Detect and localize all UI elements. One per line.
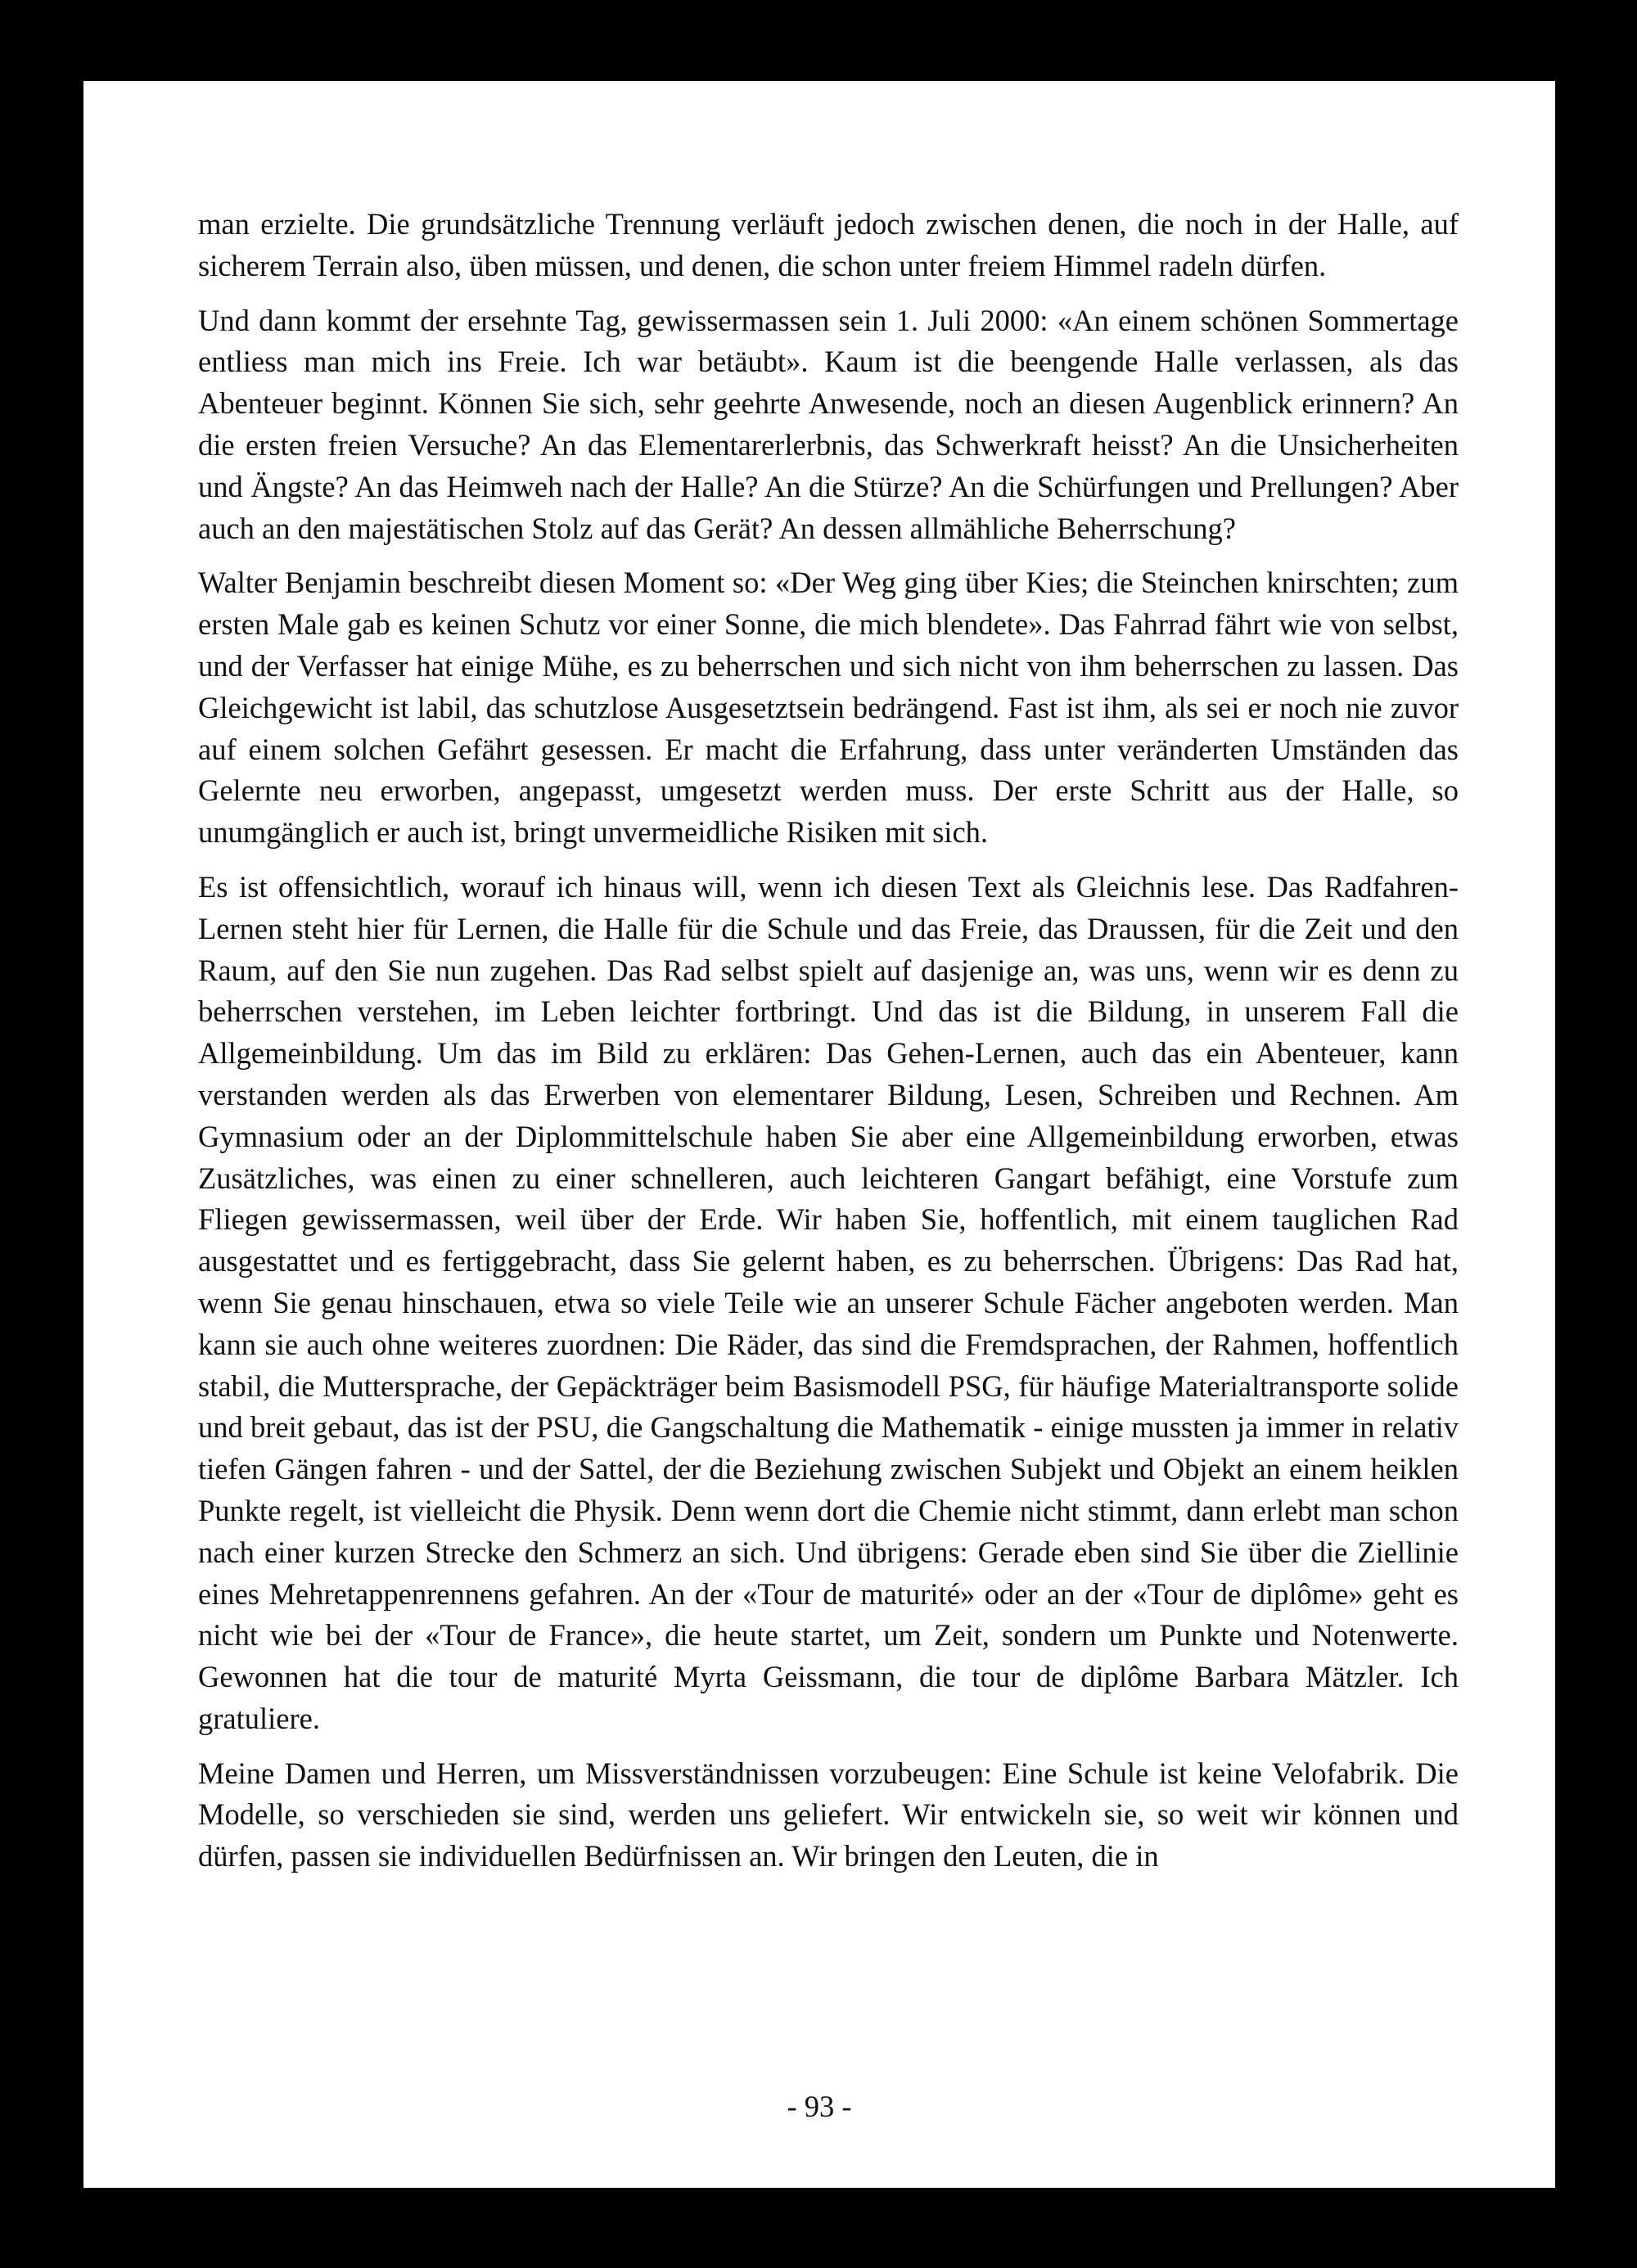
paragraph-2: Und dann kommt der ersehnte Tag, gewissermassen sein 1. Juli 2000: «An einem schönen Sommertage entliess man mich ins Freie. Ich war betäubt». Kaum ist die beengende Halle verlassen, als das Abenteuer beginnt. Können Sie sich, sehr geehrte Anwesende, noch an diesen Augenblick erinnern? An die ersten freien Versuche? An das Elementarerlerbnis, das Schwerkraft heisst? An die Unsicherheiten und Ängste? An das Heimweh nach der Halle? An die Stürze? An die Schürfungen und Prellungen? Aber auch an den majestätischen Stolz auf das Gerät? An dessen allmähliche Beherrschung? xyxy=(198,303,1459,545)
paragraph-5: Meine Damen und Herren, um Missverständnissen vorzubeugen: Eine Schule ist keine Velofabrik. Die Modelle, so verschieden sie sind, werden uns geliefert. Wir entwickeln sie, so weit wir können und dürfen, passen sie individuellen Bedürfnissen an. Wir bringen den Leuten, die in xyxy=(198,1756,1459,1873)
body-text xyxy=(198,204,1459,1891)
paragraph-4: Es ist offensichtlich, worauf ich hinaus will, wenn ich diesen Text als Gleichnis lese. Das Radfahren-Lernen steht hier für Lernen, die Halle für die Schule und das Freie, das Draussen, für die Zeit und den Raum, auf den Sie nun zugehen. Das Rad selbst spielt auf dasjenige an, was uns, wenn wir es denn zu beherrschen verstehen, im Leben leichter fortbringt. Und das ist die Bildung, in unserem Fall die Allgemeinbildung. Um das im Bild zu erklären: Das Gehen-Lernen, auch das ein Abenteuer, kann verstanden werden als das Erwerben von elementarer Bildung, Lesen, Schreiben und Rechnen. Am Gymnasium oder an der Diplommittelschule haben Sie aber eine Allgemeinbildung erworben, etwas Zusätzliches, was einen zu einer schnelleren, auch leichteren Gangart befähigt, eine Vorstufe zum Fliegen gewissermassen, weil über der Erde. Wir haben Sie, hoffentlich, mit einem tauglichen Rad ausgestattet und es fertiggebracht, dass Sie gelernt haben, es zu beherrschen. Übrigens: Das Rad hat, wenn Sie genau hinschauen, etwa so viele Teile wie an unserer Schule Fächer angeboten werden. Man kann sie auch ohne weiteres zuordnen: Die Räder, das sind die Fremdsprachen, der Rahmen, hoffentlich stabil, die Muttersprache, der Gepäckträger beim Basismodell PSG, für häufige Materialtransporte solide und breit gebaut, das ist der PSU, die Gangschaltung die Mathematik - einige mussten ja immer in relativ tiefen Gängen fahren - und der Sattel, der die Beziehung zwischen Subjekt und Objekt an einem heiklen Punkte regelt, ist vielleicht die Physik. Denn wenn dort die Chemie nicht stimmt, dann erlebt man schon nach einer kurzen Strecke den Schmerz an sich. Und übrigens: Gerade eben sind Sie über die Ziellinie eines Mehretappenrennens gefahren. An der «Tour de maturité» oder an der «Tour de diplôme» geht es nicht wie bei der «Tour de France», die heute startet, um Zeit, sondern um Punkte und Notenwerte. Gewonnen hat die tour de maturité Myrta Geissmann, die tour de diplôme Barbara Mätzler. Ich gratuliere. xyxy=(198,869,1459,1735)
scanned-page xyxy=(83,81,1555,2188)
paragraph-1: man erzielte. Die grundsätzliche Trennung verläuft jedoch zwischen denen, die noch in der Halle, auf sicherem Terrain also, üben müssen, und denen, die schon unter freiem Himmel radeln dürfen. xyxy=(198,207,1459,282)
page-number: - 93 - xyxy=(787,2090,852,2123)
paragraph-3: Walter Benjamin beschreibt diesen Moment so: «Der Weg ging über Kies; die Steinchen knirschten; zum ersten Male gab es keinen Schutz vor einer Sonne, die mich blendete». Das Fahrrad fährt wie von selbst, und der Verfasser hat einige Mühe, es zu beherrschen und sich nicht von ihm beherrschen zu lassen. Das Gleichgewicht ist labil, das schutzlose Ausgesetztsein bedrängend. Fast ist ihm, als sei er noch nie zuvor auf einem solchen Gefährt gesessen. Er macht die Erfahrung, dass unter veränderten Umständen das Gelernte neu erworben, angepasst, umgesetzt werden muss. Der erste Schritt aus der Halle, so unumgänglich er auch ist, bringt unvermeidliche Risiken mit sich. xyxy=(198,566,1459,850)
